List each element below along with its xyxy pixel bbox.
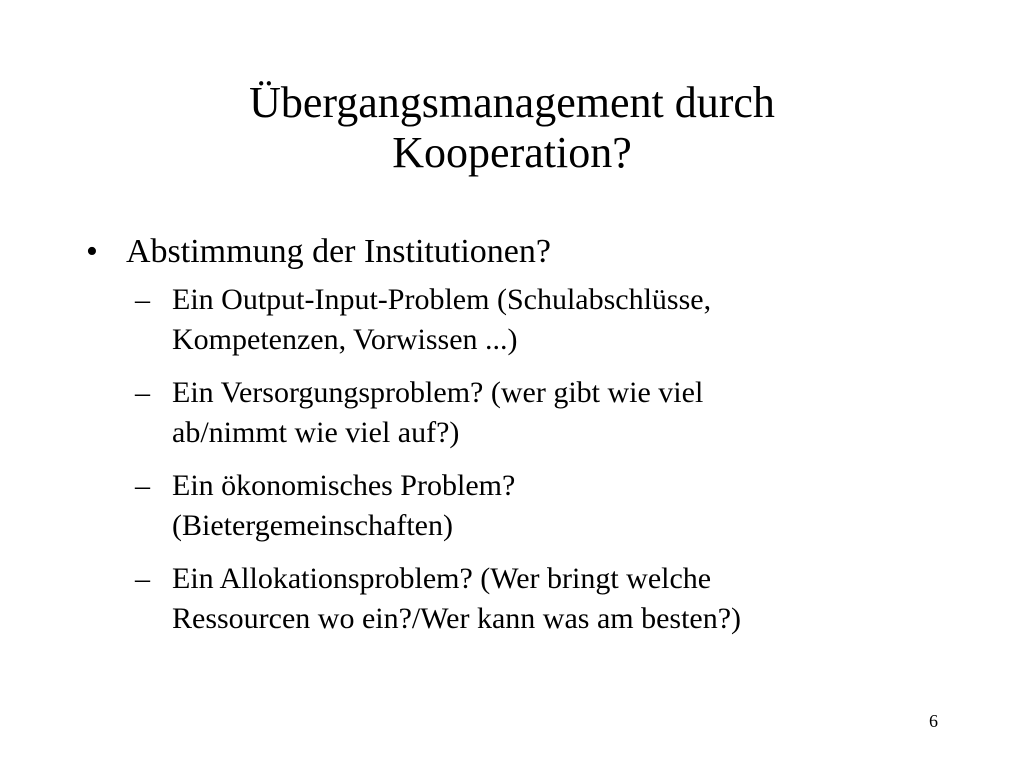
sub-bullet-line: Ressourcen wo ein?/Wer kann was am besten?) (172, 602, 742, 635)
page-number: 6 (929, 711, 938, 731)
sub-bullet-line: Ein ökonomisches Problem? (172, 469, 516, 502)
slide-title-line: Kooperation? (392, 128, 632, 177)
slide-content (80, 228, 960, 652)
sub-bullet-line: (Bietergemeinschaften) (172, 509, 453, 542)
sub-bullet-list (80, 280, 960, 639)
sub-bullet-line: Ein Versorgungsproblem? (wer gibt wie viel (172, 376, 704, 409)
bullet-marker: • (86, 233, 98, 270)
bullet-item (80, 228, 960, 276)
bullet-text: Abstimmung der Institutionen? (126, 233, 551, 270)
sub-bullet-line: ab/nimmt wie viel auf?) (172, 416, 460, 449)
sub-bullet-line: Ein Allokationsproblem? (Wer bringt welche (172, 562, 712, 595)
sub-bullet-line: Kompetenzen, Vorwissen ...) (172, 323, 518, 356)
dash-marker: – (135, 376, 150, 409)
sub-bullet-item (80, 559, 960, 639)
sub-bullet-item (80, 280, 960, 360)
dash-marker: – (135, 283, 150, 316)
sub-bullet-item (80, 373, 960, 453)
slide-title (112, 78, 912, 178)
sub-bullet-line: Ein Output-Input-Problem (Schulabschlüsse, (172, 283, 712, 316)
dash-marker: – (135, 469, 150, 502)
dash-marker: – (135, 562, 150, 595)
sub-bullet-item (80, 466, 960, 546)
slide-title-line: Übergangsmanagement durch (249, 78, 775, 127)
